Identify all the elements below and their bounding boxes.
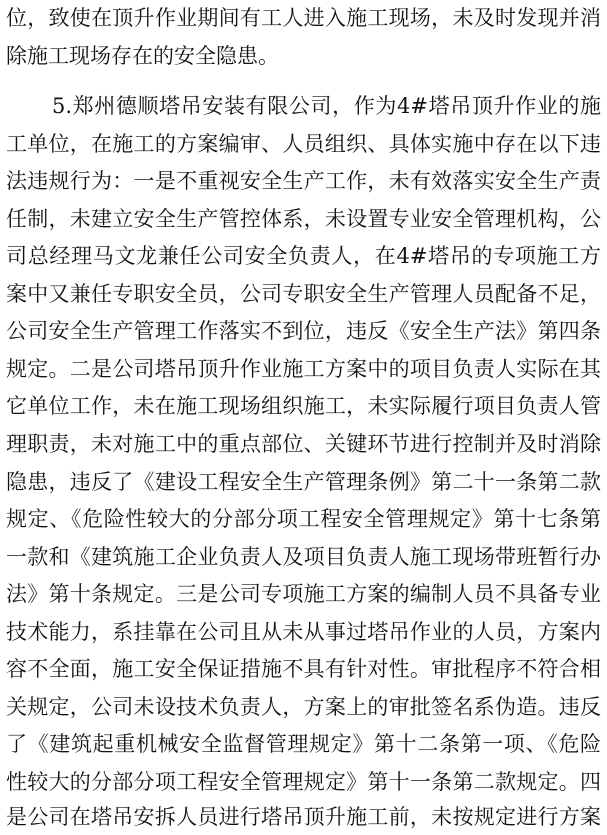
text-line: 规定、《危险性较大的分部分项工程安全管理规定》第十七条第 <box>6 507 601 531</box>
text-line: 容不全面，施工安全保证措施不具有针对性。审批程序不符合相 <box>6 657 601 681</box>
text-line: 司总经理马文龙兼任公司安全负责人，在4#塔吊的专项施工方 <box>6 244 601 268</box>
text-line: 了《建筑起重机械安全监督管理规定》第十二条第一项、《危险 <box>6 732 601 756</box>
text-line: 法》第十条规定。三是公司专项施工方案的编制人员不具备专业 <box>6 582 601 606</box>
text-line: 是公司在塔吊安拆人员进行塔吊顶升施工前，未按规定进行方案 <box>6 805 601 829</box>
text-line: 规定。二是公司塔吊顶升作业施工方案中的项目负责人实际在其 <box>6 357 601 381</box>
text-line: 5.郑州德顺塔吊安装有限公司，作为4#塔吊顶升作业的施 <box>52 94 601 118</box>
text-line: 位，致使在顶升作业期间有工人进入施工现场，未及时发现并消 <box>6 6 601 30</box>
text-line: 性较大的分部分项工程安全管理规定》第十一条第二款规定。四 <box>6 770 601 794</box>
text-line: 工单位，在施工的方案编审、人员组织、具体实施中存在以下违 <box>6 132 601 156</box>
text-line: 任制，未建立安全生产管控体系，未设置专业安全管理机构，公 <box>6 207 601 231</box>
text-line: 除施工现场存在的安全隐患。 <box>6 44 279 68</box>
text-line: 技术能力，系挂靠在公司且从未从事过塔吊作业的人员，方案内 <box>6 620 601 644</box>
text-line: 理职责，未对施工中的重点部位、关键环节进行控制并及时消除 <box>6 432 601 456</box>
text-line: 案中又兼任专职安全员，公司专职安全生产管理人员配备不足， <box>6 282 601 306</box>
text-line: 法违规行为：一是不重视安全生产工作，未有效落实安全生产责 <box>6 169 601 193</box>
text-line: 一款和《建筑施工企业负责人及项目负责人施工现场带班暂行办 <box>6 545 601 569</box>
text-line: 隐患，违反了《建设工程安全生产管理条例》第二十一条第二款 <box>6 470 601 494</box>
text-line: 它单位工作，未在施工现场组织施工，未实际履行项目负责人管 <box>6 394 601 418</box>
text-line: 关规定，公司未设技术负责人，方案上的审批签名系伪造。违反 <box>6 695 601 719</box>
text-line: 公司安全生产管理工作落实不到位，违反《安全生产法》第四条 <box>6 319 601 343</box>
